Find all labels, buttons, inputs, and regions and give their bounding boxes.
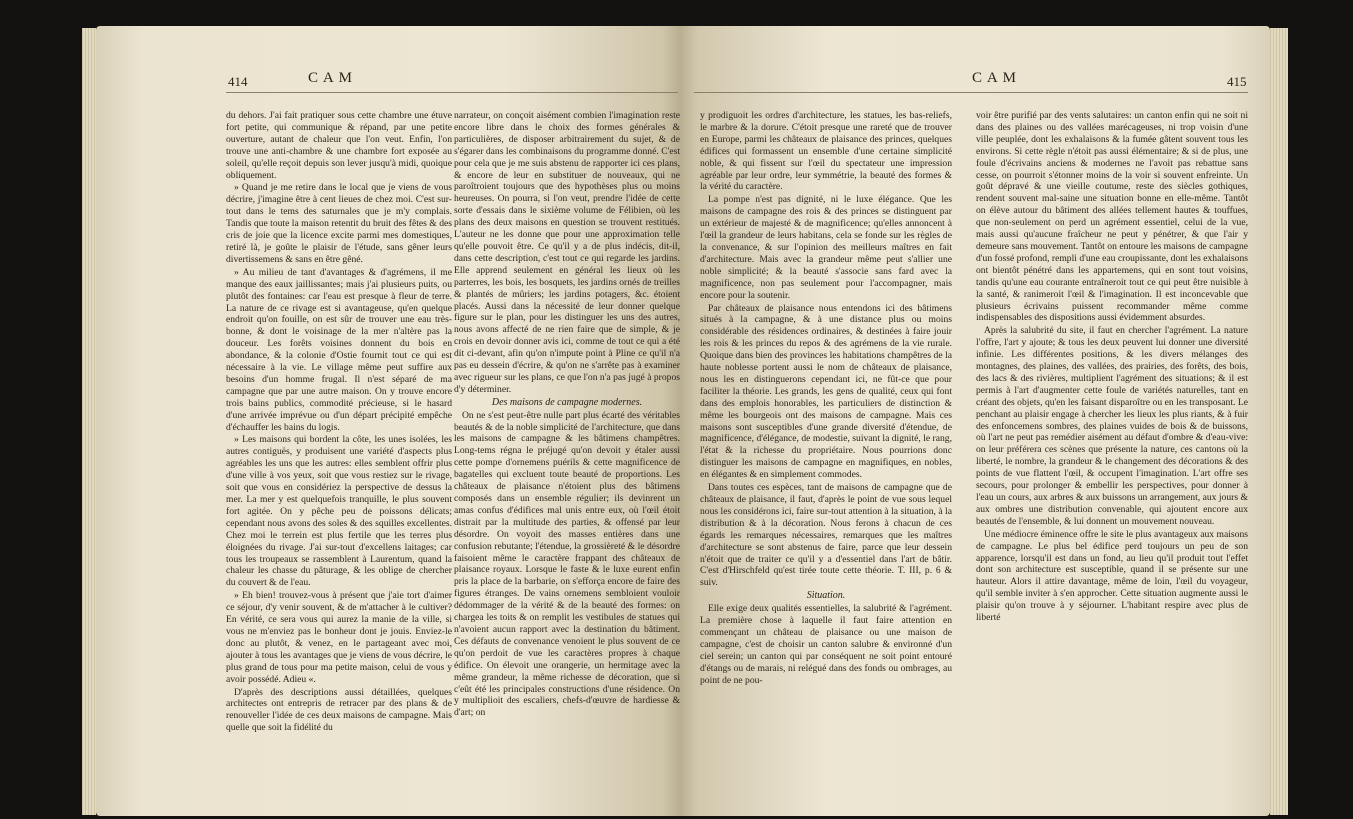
left-page-number: 414 (228, 74, 248, 89)
right-running-head: C A M (972, 70, 1018, 86)
paragraph: Dans toutes ces espèces, tant de maisons de campagne que de châteaux de plaisance, il faut, d'après le point de vue sous lequel nous les considérons ici, faire sur-tout attention à la situation, à la distribution & à la décoration. Nous ferons à chacun de ces égards les remarques nécessaires, remarques que les maîtres d'architecture se sont abstenus de faire, parce que leur dessein n'étoit que de traiter ce qu'il y a d'essentiel dans l'art de bâtir. C'est d'Hirschfeld qu'est tirée toute cette théorie. T. III, p. 6 & suiv. (700, 482, 952, 589)
right-header-rule (694, 92, 1248, 93)
paragraph: voir être purifié par des vents salutaires: un canton enfin qui ne soit ni dans des plaines ou des vallées marécageuses, ni trop voisin d'une ville peuplée, dont les exhalaisons & la fumée gâtent souvent tous les environs. Si cette règle n'étoit pas aussi élémentaire; & si de plus, une foule d'écrivains anciens & modernes ne l'avoit pas rebattue sans cesse, on pourroit s'étonner moins de la voir si souvent enfreinte. Un goût dépravé & une vieille coutume, reste des siècles gothiques, rendent souvent mal-saine une situation bonne en elle-même. Tantôt on élève autour du bâtiment des allées tellement hautes & touffues, que non-seulement on perd un agrément essentiel, celui de la vue, mais aussi qu'aucune fraîcheur ne peut y pénétrer, & que l'air y demeure sans mouvement. Tantôt on entoure les maisons de campagne d'un fossé profond, rempli d'une eau croupissante, dont les exhalaisons ont bientôt pénétré dans les appartemens, qui en sont tout voisins, tandis qu'une eau courante entraîneroit tout ce qui peut être nuisible à la santé, & ranimeroit l'œil & l'imagination. Il est inconcevable que plusieurs écrivains puissent recommander même comme indispensables des dispositions aussi évidemment absurdes. (976, 110, 1248, 324)
paragraph: » Les maisons qui bordent la côte, les unes isolées, les autres contiguës, y produisent une variété d'aspects plus agréables les uns que les autres: elles semblent offrir plus d'une ville à vos yeux, soit que vous restiez sur le rivage, soit que vous en considériez la perspective de dessus la mer. La mer y est quelquefois tranquille, le plus souvent fort agitée. On y pêche peu de poissons délicats; cependant nous avons des soles & des squilles excellentes. Chez moi le terrein est plus fertile que les terres plus éloignées du rivage. J'ai sur-tout d'excellens laitages; car tous les troupeaux se rassemblent à Laurentum, quand la chaleur les chasse du pâturage, & les oblige de chercher du couvert & de l'eau. (226, 434, 452, 589)
paragraph: Par châteaux de plaisance nous entendons ici des bâtimens situés à la campagne, & à une distance plus ou moins considérable des résidences ordinaires, & destinées à faire jouir les rois & les princes du repos & des agrémens de la vie rurale. Quoique dans bien des provinces les habitations champêtres de la haute noblesse portent aussi le nom de châteaux de plaisance, nous les en distinguerons cependant ici, ne fût-ce que pour faciliter la théorie. Les grands, les gens de qualité, ceux qui font dans des emplois honorables, les particuliers de distinction & même les bourgeois ont des maisons de campagne. Mais ces maisons sont susceptibles d'une grande diversité d'étendue, de magnificence, d'élégance, de modestie, suivant la dignité, le rang, l'état & la richesse du propriétaire. Nous pourrions donc distinguer les maisons de campagne en magnifiques, en nobles, en élégantes & en simplement commodes. (700, 302, 952, 481)
right-page-number: 415 (1227, 74, 1247, 89)
paragraph: y prodiguoit les ordres d'architecture, les statues, les bas-reliefs, le marbre & la dorure. C'étoit presque une rareté que de trouver en Europe, parmi les châteaux de plaisance des princes, quelques édifices qui formassent un ensemble d'une certaine simplicité noble, & qui fissent sur l'œil du spectateur une impression agréable par leur ordre, leur symmétrie, la beauté des formes & la vérité du caractère. (700, 110, 952, 193)
right-column-1 (700, 110, 952, 688)
paragraph: Une médiocre éminence offre le site le plus avantageux aux maisons de campagne. Le plus bel édifice perd toujours un peu de son apparence, lorsqu'il est dans un fond, au lieu qu'il produit tout l'effet dont son architecture est susceptible, quand il se présente sur une hauteur. Alors il attire davantage, même de loin, l'œil du voyageur, qu'il semble inviter à s'en approcher. Cette situation augmente aussi le plaisir qu'on trouve à y séjourner. L'habitant respire avec plus de liberté (976, 528, 1248, 624)
paragraph: narrateur, on conçoit aisément combien l'imagination reste encore libre dans le choix des formes générales & particulières, de disposer arbitrairement du sujet, & de s'égarer dans les combinaisons du programme donné. C'est pour cela que je me suis abstenu de rapporter ici ces plans, & encore de leur en substituer de nouveaux, qui ne paroîtroient toujours que des hypothèses plus ou moins heureuses. On pourra, si l'on veut, prendre l'idée de cette sorte d'essais dans le sixième volume de Félibien, où les plans des deux maisons en question se trouvent restitués. L'auteur ne les donne que pour une approximation telle qu'elle pouvoit être. Ce qu'il y a de plus indécis, dit-il, dans cette description, c'est tout ce qui regarde les jardins. Elle apprend seulement en général les lieux où les parterres, les bois, les bosquets, les jardins ornés de treilles & plantés de mûriers; les jardins potagers, &c. étoient placés. Aussi dans la nécessité de leur donner quelque figure sur le plan, pour les distinguer les uns des autres, nous avons affecté de ne rien faire que de simple, & je crois en devoir donner avis ici, comme de tout ce qui a été dit ci-devant, afin qu'on n'impute point à Pline ce qu'il n'a pas eu dessein d'écrire, & qu'on ne s'arrête pas à examiner avec rigueur sur les plans, ce que l'on n'a pas jugé à propos d'y déterminer. (454, 110, 680, 395)
paragraph: Après la salubrité du site, il faut en chercher l'agrément. La nature l'offre, l'art y ajoute; & tous les deux peuvent lui donner une diversité infinie. Les différentes positions, & les divers mélanges des montagnes, des plaines, des vallées, des prairies, des forêts, des bois, des lacs & des rivières, multiplient l'agrément des situations; & il est permis à l'art d'augmenter cette foule de variétés naturelles, tant en créant des objets, qu'en les faisant disparoître ou en les transposant. Le penchant au plaisir engage à chercher les lieux les plus riants, & à fuir des enfoncemens sombres, des plaines vuides de bois & de buissons, où l'art ne peut pas remédier aisément au défaut d'ombre & d'eau-vive: on leur préférera ces scènes que présente la nature, ces cantons où la liberté, le nombre, la grandeur & le changement des décorations & des points de vue flattent l'œil, & occupent l'imagination. L'art offre ses secours, pour prolonger & embellir les perspectives, pour donner à l'eau un cours, aux arbres & aux buissons un arrangement, aux jours & aux ombres une distribution convenable, qui ajoutent encore aux beautés de l'ensemble, & lui donnent un mouvement nouveau. (976, 325, 1248, 527)
paragraph: On ne s'est peut-être nulle part plus écarté des véritables beautés & de la noble simplicité de l'architecture, que dans les maisons de campagne & les bâtimens champêtres. Long-tems régna le préjugé qu'on devoit y étaler aussi cette pompe d'ornemens puérils & cette magnificence de bagatelles qui excluent toute beauté de proportions. Les châteaux de plaisance n'étoient plus des bâtimens composés dans un ensemble régulier; ils devinrent un amas confus d'édifices mal unis entre eux, où l'œil étoit distrait par la multitude des parties, & offensé par leur désordre. On voyoit des masses entières dans une confusion rebutante; l'étendue, la grossièreté & le désordre faisoient même le caractère frappant des châteaux de plaisance royaux. Lorsque le faste & le luxe eurent enfin pris la place de la barbarie, on s'efforça encore de faire des figures étranges. De vains ornemens sembloient vouloir dédommager de la vérité & de la beauté des formes: on chargea les toits & on remplit les vestibules de statues qui n'avoient aucun rapport avec la destination du bâtiment. Ces défauts de convenance venoient le plus souvent de ce qu'on perdoit de vue les caractères propres à chaque édifice. On élevoit une orangerie, un hermitage avec la même grandeur, la même richesse de décoration, que si c'eût été les principales constructions d'une résidence. On y multiplioit des escaliers, chefs-d'œuvre de hardiesse & d'art; on (454, 409, 680, 719)
left-column-2 (454, 110, 680, 720)
paragraph: » Quand je me retire dans le local que je viens de vous décrire, j'imagine être à cent lieues de chez moi. C'est sur-tout dans le tems des saturnales que je m'y complais. Tandis que toute la maison retentit du bruit des fêtes & des cris de joie que la licence excite parmi mes domestiques, retiré là, je goûte le plaisir de l'étude, sans gêner leurs divertissemens & sans en être gêné. (226, 182, 452, 265)
paragraph: D'après des descriptions aussi détaillées, quelques architectes ont entrepris de retracer par des plans & de renouveller l'idée de ces deux maisons de campagne. Mais quelle que soit la fidélité du (226, 686, 452, 734)
paragraph: La pompe n'est pas dignité, ni le luxe élégance. Que les maisons de campagne des rois & des princes se distinguent par un extérieur de majesté & de magnificence; qu'elles annoncent à l'œil la grandeur de leurs habitans, cela se fonde sur les règles de la convenance, & sur l'opinion des meilleurs maîtres en fait d'architecture. Mais avec la grandeur même peut s'allier une noble simplicité; & la beauté s'associe sans fard avec la magnificence, non pas seulement pour l'accompagner, mais encore pour la soutenir. (700, 194, 952, 301)
left-fore-edge (82, 28, 96, 815)
paragraph: » Eh bien! trouvez-vous à présent que j'aie tort d'aimer ce séjour, d'y venir souvent, & de m'attacher à le cultiver? En vérité, ce sera vous qui aurez la manie de la ville, si vous ne m'enviez pas le bonheur dont je jouis. Enviez-le donc au plutôt, & venez, en le partageant avec moi, ajouter à tous les avantages que je viens de vous décrire, le plus grand de tous pour ma petite maison, celui de vous y avoir possédé. Adieu «. (226, 590, 452, 685)
left-page (96, 26, 680, 816)
right-column-2 (976, 110, 1248, 625)
paragraph: Elle exige deux qualités essentielles, la salubrité & l'agrément. La première chose à laquelle il faut faire attention en commençant un château de plaisance ou une maison de campagne, c'est de choisir un canton salubre & environné d'un ciel serein; un canton qui par conséquent ne soit point entouré d'étangs ou de marais, ni relégué dans des fonds ou ombrages, au point de ne pou- (700, 603, 952, 686)
left-column-1 (226, 110, 452, 735)
section-heading: Des maisons de campagne modernes. (491, 396, 643, 408)
left-header-rule (226, 92, 678, 93)
right-page (680, 26, 1270, 816)
section-heading: Situation. (806, 590, 846, 602)
paragraph: » Au milieu de tant d'avantages & d'agrémens, il me manque des eaux jaillissantes; mais j'ai plusieurs puits, ou plutôt des fontaines: car l'eau est presque à fleur de terre. La nature de ce rivage est si avantageuse, qu'en quelque endroit qu'on fouille, on est sûr de trouver une eau très-bonne, & dont le voisinage de la mer n'altère pas la douceur. Les forêts voisines donnent du bois en abondance, & la colonie d'Ostie fournit tout ce qui est nécessaire à la vie. Le village même peut suffire aux besoins d'un homme frugal. Il n'est séparé de ma campagne que par une autre maison. On y trouve encore trois bains publics, commodité précieuse, si le hasard d'une arrivée imprévue ou d'un départ précipité empêche d'échauffer les bains du logis. (226, 266, 452, 433)
right-fore-edge (1270, 28, 1288, 815)
left-running-head: C A M (308, 70, 354, 86)
paragraph: du dehors. J'ai fait pratiquer sous cette chambre une étuve fort petite, qui communique & répand, par une petite ouverture, autant de chaleur que l'on veut. Enfin, l'on trouve une anti-chambre & une chambre fort exposée au soleil, qu'elle reçoit depuis son lever jusqu'à midi, quoique obliquement. (226, 110, 452, 181)
